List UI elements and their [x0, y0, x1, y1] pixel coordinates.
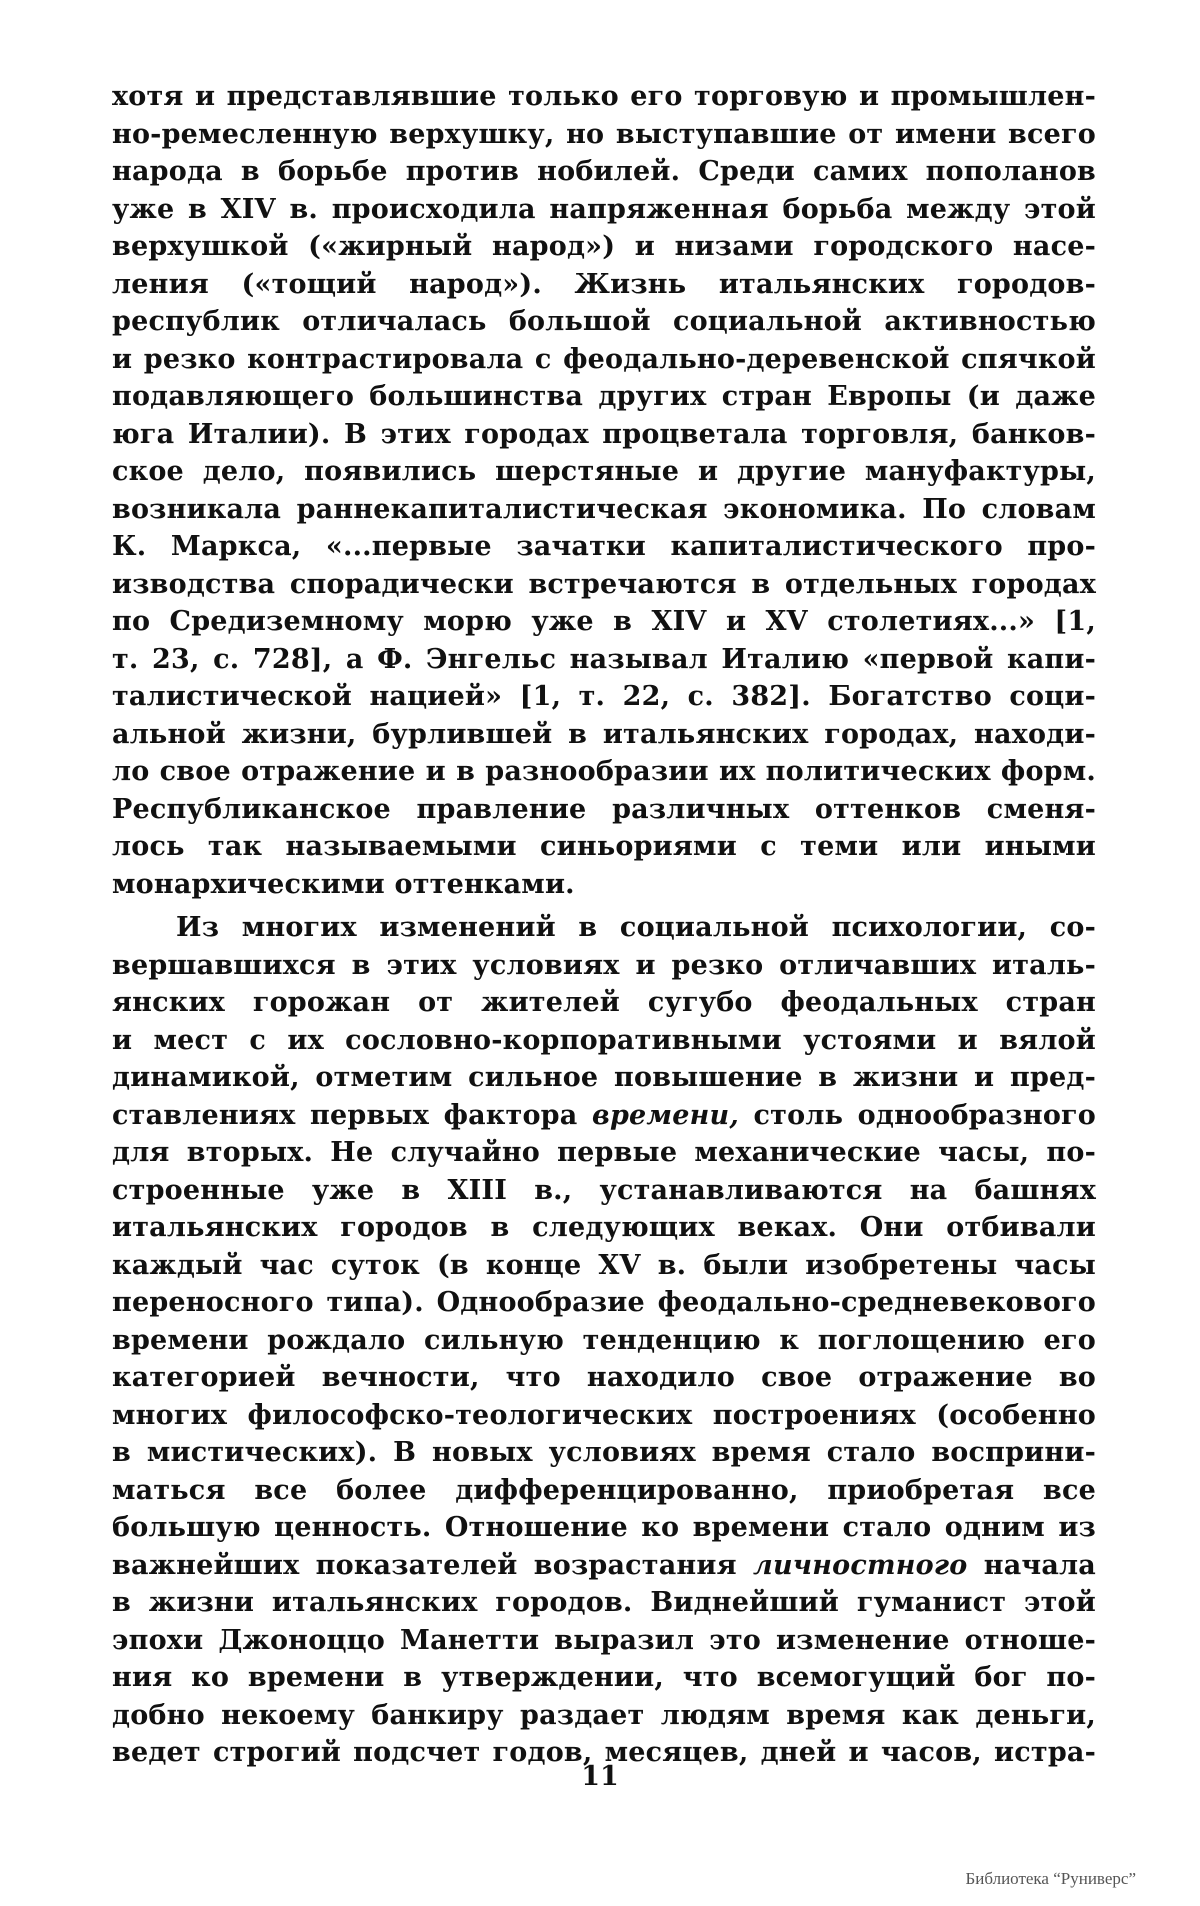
text-line: ления («тощий народ»). Жизнь итальянских городов- [112, 268, 1096, 300]
text-line: подавляющего большинства других стран Европы (и даже [112, 381, 1096, 412]
text-line: строенные уже в XIII в., устанавливаются на башнях [112, 1174, 1096, 1206]
text-body [112, 78, 1096, 1772]
text-line: по Средиземному морю уже в XIV и XV столетиях...» [1, [112, 606, 1096, 637]
text-line: многих философско-теологических построениях (особенно [112, 1399, 1096, 1431]
text-line: и мест с их сословно-корпоративными устоями и вялой [112, 1024, 1096, 1056]
text-line: Республиканское правление различных оттенков сменя- [112, 793, 1096, 825]
text-line: янских горожан от жителей сугубо феодальных стран [112, 987, 1096, 1018]
text-line: и резко контрастировала с феодально-деревенской спячкой [112, 343, 1096, 375]
text-line: итальянских городов в следующих веках. Они отбивали [112, 1212, 1096, 1243]
text-line: вершавшихся в этих условиях и резко отличавших италь- [112, 949, 1096, 981]
text-line: ведет строгий подсчет годов, месяцев, дней и часов, истра- [112, 1737, 1096, 1768]
text-line: Из многих изменений в социальной психологии, со- [176, 912, 1096, 943]
text-line: талистической нацией» [1, т. 22, с. 382]. Богатство соци- [112, 681, 1096, 712]
text-line: изводства спорадически встречаются в отдельных городах [112, 568, 1096, 600]
text-line: в мистических). В новых условиях время стало восприни- [112, 1437, 1096, 1468]
text-line: для вторых. Не случайно первые механические часы, по- [112, 1137, 1096, 1168]
text-line: добно некоему банкиру раздает людям время как деньги, [112, 1699, 1096, 1731]
text-line: республик отличалась большой социальной активностью [112, 306, 1096, 337]
emphasized-word: времени, [592, 1099, 739, 1131]
text-line: переносного типа). Однообразие феодально-средневекового [112, 1287, 1096, 1318]
text-line: ставлениях первых фактора времени, столь однообразного [112, 1099, 1096, 1131]
emphasized-word: личностного [753, 1549, 968, 1581]
text-line: но-ремесленную верхушку, но выступавшие от имени всего [112, 118, 1096, 150]
text-line: категорией вечности, что находило свое отражение во [112, 1362, 1096, 1393]
text-line: времени рождало сильную тенденцию к поглощению его [112, 1324, 1096, 1356]
paragraph [112, 78, 1096, 903]
text-line: народа в борьбе против нобилей. Среди самих пополанов [112, 156, 1096, 187]
paragraph [112, 909, 1096, 1772]
text-line: динамикой, отметим сильное повышение в жизни и пред- [112, 1062, 1096, 1093]
text-line: возникала раннекапиталистическая экономика. По словам [112, 493, 1096, 525]
text-line: в жизни итальянских городов. Виднейший гуманист этой [112, 1587, 1096, 1618]
text-line: важнейших показателей возрастания личностного начала [112, 1549, 1096, 1581]
text-line: т. 23, с. 728], а Ф. Энгельс называл Италию «первой капи- [112, 643, 1096, 675]
text-line: юга Италии). В этих городах процветала торговля, банков- [112, 418, 1096, 450]
text-line: монархическими оттенками. [112, 868, 575, 900]
page-body [112, 78, 1096, 1772]
text-line: альной жизни, бурлившей в итальянских городах, находи- [112, 718, 1096, 750]
text-line: лось так называемыми синьориями с теми или иными [112, 831, 1096, 862]
text-line: ское дело, появились шерстяные и другие мануфактуры, [112, 456, 1096, 487]
text-line: К. Маркса, «...первые зачатки капиталистического про- [112, 531, 1096, 562]
library-watermark: Библиотека “Руниверс” [965, 1869, 1136, 1888]
text-line: ния ко времени в утверждении, что всемогущий бог по- [112, 1662, 1096, 1693]
text-line: ло свое отражение и в разнообразии их политических форм. [112, 756, 1096, 787]
page-number: 11 [581, 1761, 619, 1792]
text-line: хотя и представлявшие только его торговую и промышлен- [112, 81, 1096, 112]
text-line: каждый час суток (в конце XV в. были изобретены часы [112, 1249, 1096, 1281]
text-line: уже в XIV в. происходила напряженная борьба между этой [112, 193, 1096, 225]
text-line: верхушкой («жирный народ») и низами городского насе- [112, 231, 1096, 262]
text-line: большую ценность. Отношение ко времени стало одним из [112, 1512, 1096, 1543]
text-line: эпохи Джоноццо Манетти выразил это изменение отноше- [112, 1624, 1096, 1656]
text-line: маться все более дифференцированно, приобретая все [112, 1474, 1096, 1506]
